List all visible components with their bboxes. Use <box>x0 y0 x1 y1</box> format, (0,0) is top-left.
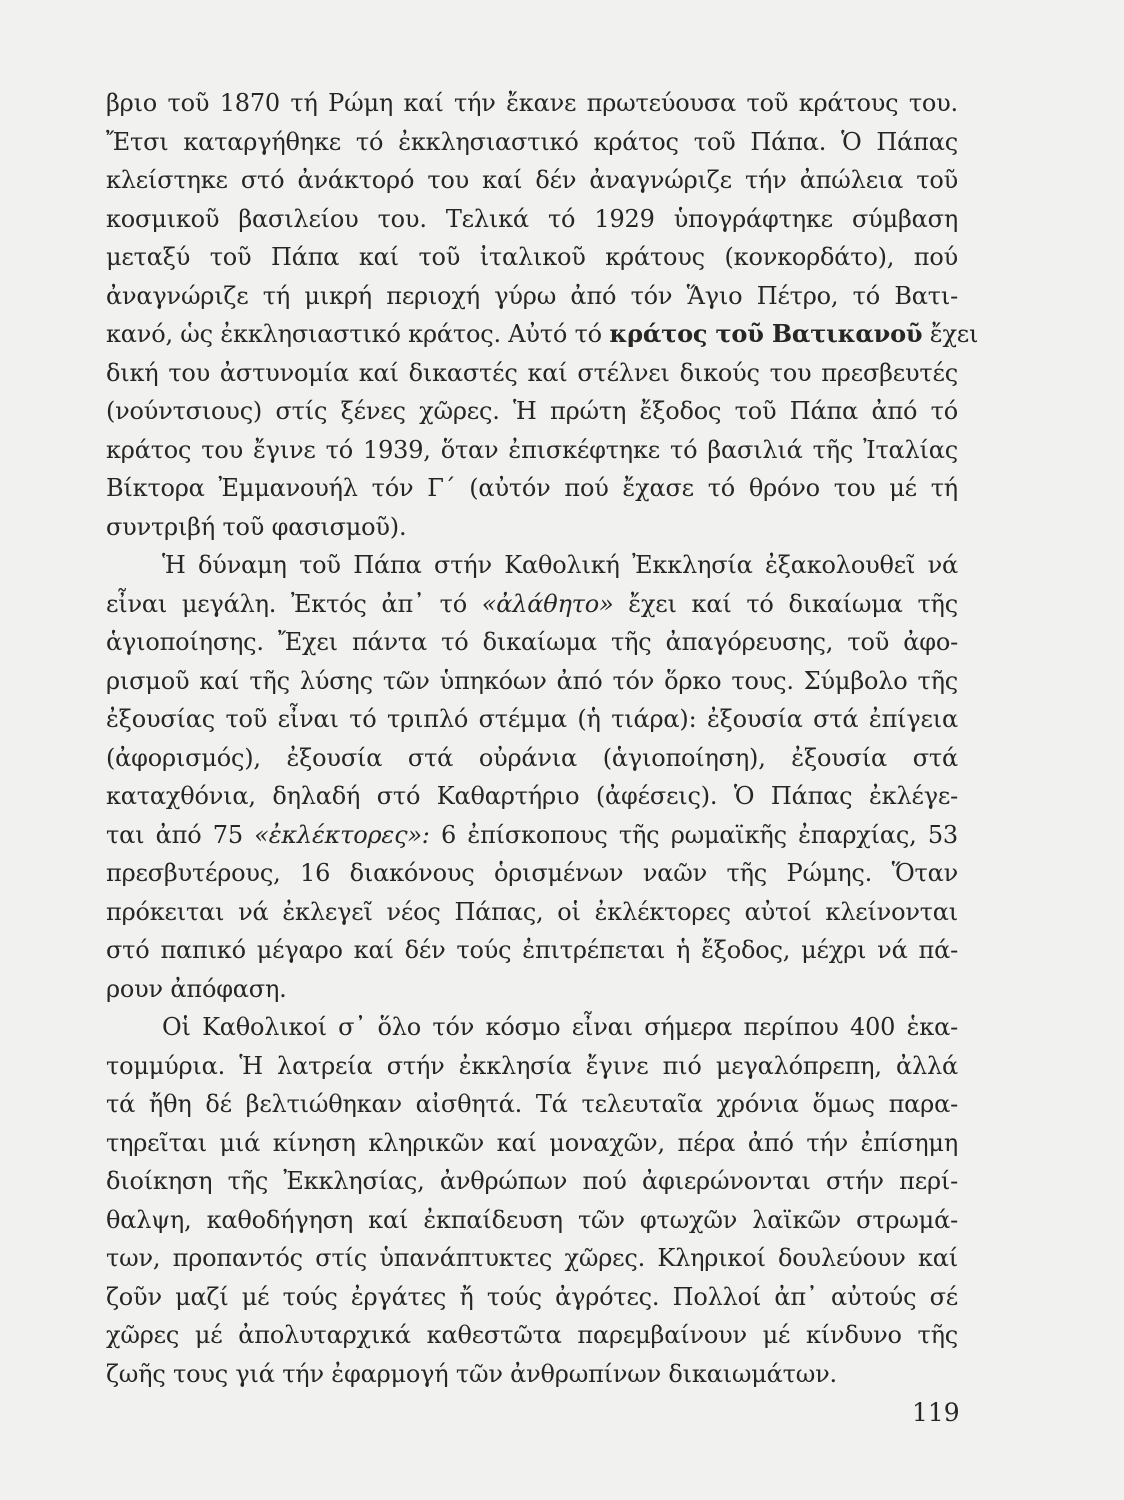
text-line <box>106 392 958 431</box>
text-line <box>106 1278 958 1317</box>
text-segment: συντριβή τοῦ φασισμοῦ). <box>106 512 407 541</box>
text-segment: εἶναι μεγάλη. Ἐκτός ἀπ᾽ τό <box>106 589 482 618</box>
text-segment: ρισμοῦ καί τῆς λύσης τῶν ὑπηκόων ἀπό τόν ὅρκο τους. Σύμβολο τῆς <box>106 666 958 695</box>
text-segment: δική του ἀστυνομία καί δικαστές καί στέλνει δικούς του πρεσβευτές <box>106 358 958 387</box>
text-line <box>106 161 958 200</box>
text-segment: τά ἤθη δέ βελτιώθηκαν αἰσθητά. Τά τελευταῖα χρόνια ὅμως παρα- <box>106 1090 958 1118</box>
text-line <box>106 777 958 816</box>
text-line <box>106 1201 958 1240</box>
text-segment: τηρεῖται μιά κίνηση κληρικῶν καί μοναχῶν, πέρα ἀπό τήν ἐπίσημη <box>106 1128 958 1157</box>
text-segment: κλείστηκε στό ἀνάκτορό του καί δέν ἀναγνώριζε τήν ἀπώλεια τοῦ <box>106 166 958 194</box>
text-line <box>106 546 958 585</box>
text-line <box>106 662 958 701</box>
text-line <box>106 1239 958 1278</box>
text-segment: ζοῦν μαζί μέ τούς ἐργάτες ἤ τούς ἀγρότες. Πολλοί ἀπ᾽ αὐτούς σέ <box>106 1282 958 1311</box>
text-segment: κανό, ὡς ἐκκλησιαστικό κράτος. Αὐτό τό <box>106 320 610 348</box>
text-segment: βριο τοῦ 1870 τή Ρώμη καί τήν ἔκανε πρωτεύουσα τοῦ κράτους του. <box>106 89 958 117</box>
text-segment: καταχθόνια, δηλαδή στό Καθαρτήριο (ἀφέσεις). Ὁ Πάπας ἐκλέγε- <box>106 782 958 810</box>
text-segment: πρόκειται νά ἐκλεγεῖ νέος Πάπας, οἱ ἐκλέκτορες αὐτοί κλείνονται <box>106 897 958 926</box>
text-segment: των, προπαντός στίς ὑπανάπτυκτες χῶρες. Κληρικοί δουλεύουν καί <box>106 1244 958 1272</box>
text-segment: ἔχει <box>922 320 979 348</box>
text-segment: κοσμικοῦ βασιλείου του. Τελικά τό 1929 ὑπογράφτηκε σύμβαση <box>106 204 958 233</box>
text-line <box>106 1047 958 1086</box>
text-line <box>106 854 958 893</box>
text-segment: πρεσβυτέρους, 16 διακόνους ὁρισμένων ναῶν τῆς Ρώμης. Ὅταν <box>106 859 958 887</box>
text-line <box>106 200 958 239</box>
bold-text: κράτος τοῦ Βατικανοῦ <box>609 319 923 348</box>
page-number: 119 <box>912 1398 960 1427</box>
text-segment: (νούντσιους) στίς ξένες χῶρες. Ἡ πρώτη ἔξοδος τοῦ Πάπα ἀπό τό <box>106 397 958 425</box>
text-segment: ρουν ἀπόφαση. <box>106 974 287 1003</box>
text-segment: ἐξουσίας τοῦ εἶναι τό τριπλό στέμμα (ἡ τιάρα): ἐξουσία στά ἐπίγεια <box>106 705 958 733</box>
text-line <box>106 508 958 547</box>
text-line <box>106 1085 958 1124</box>
text-line <box>106 238 958 277</box>
text-segment: στό παπικό μέγαρο καί δέν τούς ἐπιτρέπεται ἡ ἔξοδος, μέχρι νά πά- <box>106 936 958 964</box>
text-line <box>106 1162 958 1201</box>
text-segment: διοίκηση τῆς Ἐκκλησίας, ἀνθρώπων πού ἀφιερώνονται στήν περί- <box>106 1167 958 1195</box>
text-line <box>106 970 958 1009</box>
text-line <box>106 354 958 393</box>
text-line <box>106 816 958 855</box>
text-line <box>106 1124 958 1163</box>
paragraph <box>106 546 958 1008</box>
text-segment: Ἡ δύναμη τοῦ Πάπα στήν Καθολική Ἐκκλησία ἐξακολουθεῖ νά <box>162 551 958 579</box>
text-segment: Ἔτσι καταργήθηκε τό ἐκκλησιαστικό κράτος τοῦ Πάπα. Ὁ Πάπας <box>106 127 958 156</box>
text-segment: ται ἀπό 75 <box>106 820 255 849</box>
text-line <box>106 469 958 508</box>
text-line <box>106 315 979 354</box>
text-line <box>106 277 958 316</box>
text-line <box>106 84 958 123</box>
text-segment: Βίκτορα Ἐμμανουήλ τόν Γ΄ (αὐτόν πού ἔχασε τό θρόνο του μέ τή <box>106 474 958 502</box>
text-segment: τομμύρια. Ἡ λατρεία στήν ἐκκλησία ἔγινε πιό μεγαλόπρεπη, ἀλλά <box>106 1051 958 1080</box>
text-segment: μεταξύ τοῦ Πάπα καί τοῦ ἰταλικοῦ κράτους (κονκορδάτο), πού <box>106 243 958 271</box>
text-segment: 6 ἐπίσκοπους τῆς ρωμαϊκῆς ἐπαρχίας, 53 <box>429 820 958 849</box>
text-line <box>106 893 958 932</box>
text-line <box>106 700 958 739</box>
text-segment: ἀναγνώριζε τή μικρή περιοχή γύρω ἀπό τόν Ἅγιο Πέτρο, τό Βατι- <box>106 281 958 310</box>
text-segment: θαλψη, καθοδήγηση καί ἐκπαίδευση τῶν φτωχῶν λαϊκῶν στρωμά- <box>106 1205 958 1234</box>
text-line <box>106 623 958 662</box>
text-line <box>106 123 958 162</box>
text-line <box>106 739 958 778</box>
text-line <box>106 1355 958 1394</box>
text-line <box>106 1008 958 1047</box>
text-segment: ζωῆς τους γιά τήν ἐφαρμογή τῶν ἀνθρωπίνων δικαιωμάτων. <box>106 1359 837 1388</box>
paragraph <box>106 1008 958 1393</box>
text-line <box>106 431 958 470</box>
text-segment: Οἱ Καθολικοί σ᾽ ὅλο τόν κόσμο εἶναι σήμερα περίπου 400 ἑκα- <box>162 1013 958 1041</box>
page-body <box>106 84 979 1393</box>
text-segment: κράτος του ἔγινε τό 1939, ὅταν ἐπισκέφτηκε τό βασιλιά τῆς Ἰταλίας <box>106 435 958 464</box>
text-segment: χῶρες μέ ἀπολυταρχικά καθεστῶτα παρεμβαίνουν μέ κίνδυνο τῆς <box>106 1321 958 1349</box>
italic-text: «ἐκλέκτορες»: <box>254 820 430 849</box>
paragraph <box>106 84 979 546</box>
text-segment: (ἀφορισμός), ἐξουσία στά οὐράνια (ἁγιοποίηση), ἐξουσία στά <box>106 743 958 772</box>
text-segment: ἁγιοποίησης. Ἔχει πάντα τό δικαίωμα τῆς ἀπαγόρευσης, τοῦ ἀφο- <box>106 628 958 656</box>
text-line <box>106 931 958 970</box>
italic-text: «ἀλάθητο» <box>481 589 614 618</box>
text-line <box>106 585 958 624</box>
text-segment: ἔχει καί τό δικαίωμα τῆς <box>613 589 958 618</box>
text-line <box>106 1316 958 1355</box>
